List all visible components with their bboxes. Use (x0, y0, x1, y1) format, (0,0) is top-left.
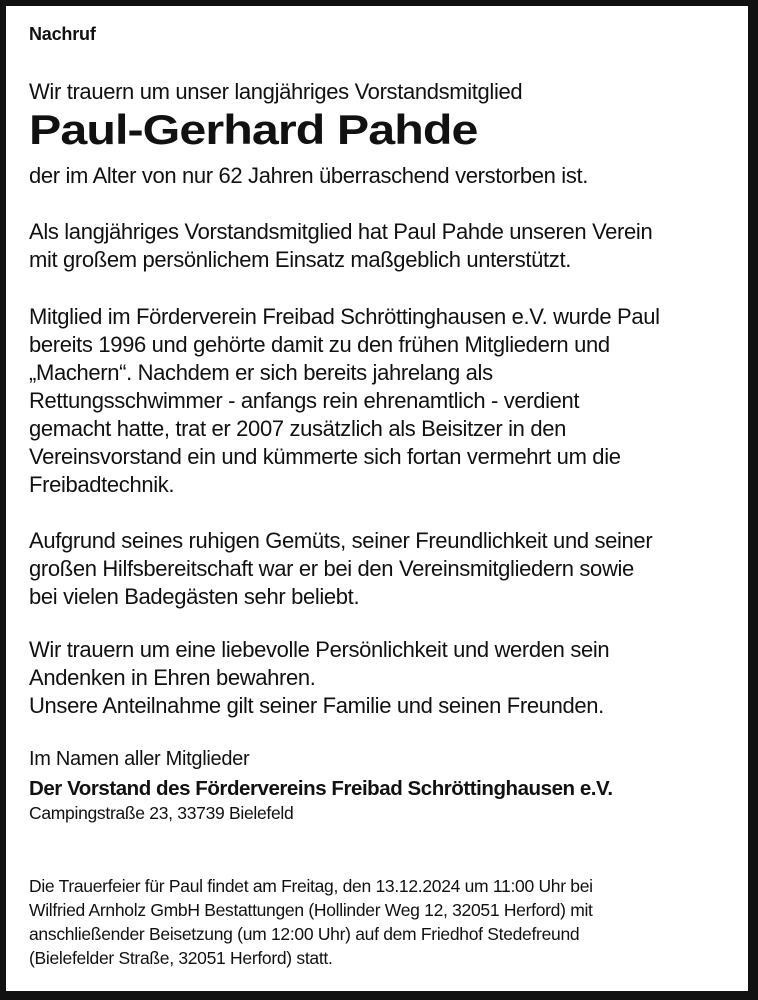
funeral-info-line: Die Trauerfeier für Paul findet am Freitag, den 13.12.2024 um 11:00 Uhr bei (29, 876, 593, 896)
age-line: der im Alter von nur 62 Jahren überraschend verstorben ist. (29, 163, 588, 188)
paragraph-line: Vereinsvorstand ein und kümmerte sich fortan vermehrt um die (29, 444, 621, 469)
funeral-info-line: anschließender Beisetzung (um 12:00 Uhr) auf dem Friedhof Stedefreund (29, 924, 580, 944)
signature-address: Campingstraße 23, 33739 Bielefeld (29, 803, 294, 823)
paragraph-line: Aufgrund seines ruhigen Gemüts, seiner Freundlichkeit und seiner (29, 528, 653, 553)
notice-heading: Nachruf (29, 24, 96, 44)
deceased-name: Paul-Gerhard Pahde (29, 106, 478, 153)
paragraph-line: gemacht hatte, trat er 2007 zusätzlich als Beisitzer in den (29, 416, 566, 441)
paragraph-line: Freibadtechnik. (29, 472, 175, 497)
paragraph-line: bereits 1996 und gehörte damit zu den frühen Mitgliedern und (29, 332, 610, 357)
paragraph-line: mit großem persönlichem Einsatz maßgeblich unterstützt. (29, 247, 571, 272)
funeral-info-line: (Bielefelder Straße, 32051 Herford) statt. (29, 948, 333, 968)
paragraph-line: Wir trauern um eine liebevolle Persönlichkeit und werden sein (29, 637, 610, 662)
paragraph-line: großen Hilfsbereitschaft war er bei den Vereinsmitgliedern sowie (29, 556, 634, 581)
paragraph-line: Andenken in Ehren bewahren. (29, 665, 316, 690)
paragraph-line: bei vielen Badegästen sehr beliebt. (29, 584, 360, 609)
paragraph-line: „Machern“. Nachdem er sich bereits jahrelang als (29, 360, 493, 385)
paragraph-line: Mitglied im Förderverein Freibad Schröttinghausen e.V. wurde Paul (29, 304, 660, 329)
signature-preface: Im Namen aller Mitglieder (29, 748, 250, 770)
funeral-info-line: Wilfried Arnholz GmbH Bestattungen (Hollinder Weg 12, 32051 Herford) mit (29, 900, 593, 920)
paragraph-line: Rettungsschwimmer - anfangs rein ehrenamtlich - verdient (29, 388, 580, 413)
paragraph-line: Unsere Anteilnahme gilt seiner Familie und seinen Freunden. (29, 693, 604, 718)
paragraph-line: Als langjähriges Vorstandsmitglied hat Paul Pahde unseren Verein (29, 219, 653, 244)
signature-organization: Der Vorstand des Fördervereins Freibad Schröttinghausen e.V. (29, 777, 613, 800)
intro-line: Wir trauern um unser langjähriges Vorstandsmitglied (29, 79, 523, 104)
